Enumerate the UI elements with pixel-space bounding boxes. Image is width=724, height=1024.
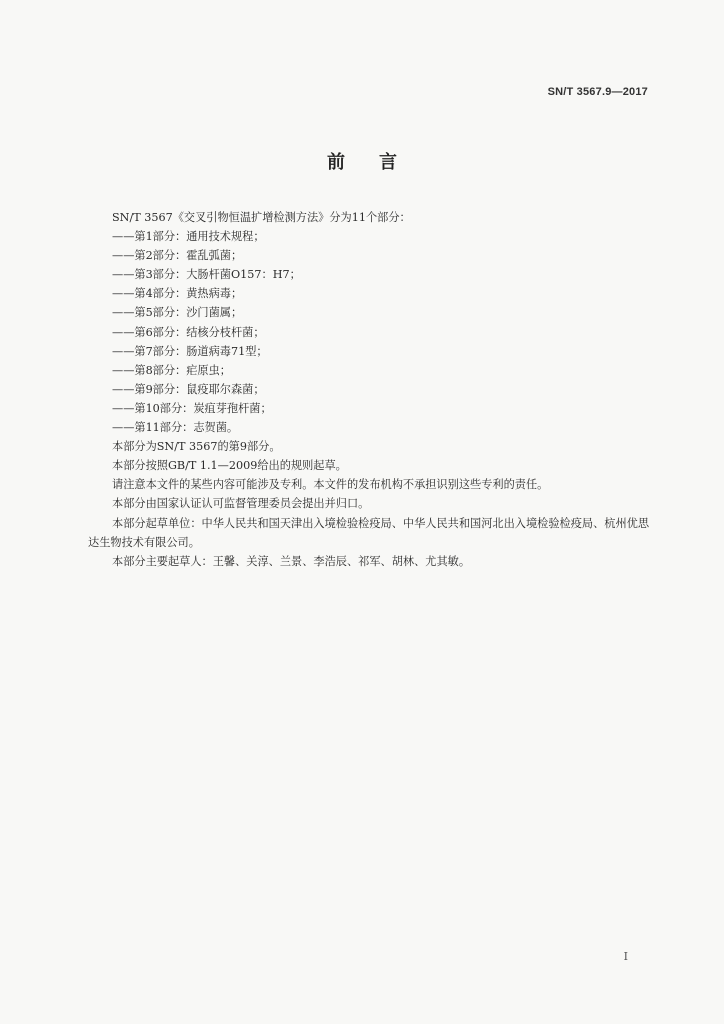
paragraph: 请注意本文件的某些内容可能涉及专利。本文件的发布机构不承担识别这些专利的责任。 (112, 478, 549, 492)
standard-code: SN/T 3567.9—2017 (547, 86, 648, 98)
list-item: ——第11部分：志贺菌。 (112, 421, 239, 435)
foreword-body (88, 208, 658, 571)
list-item: ——第9部分：鼠疫耶尔森菌； (112, 382, 265, 396)
list-item: ——第7部分：肠道病毒71型； (112, 344, 268, 358)
list-item: ——第6部分：结核分枝杆菌； (112, 325, 265, 339)
paragraph: 本部分为SN/T 3567的第9部分。 (112, 440, 281, 454)
list-item: ——第1部分：通用技术规程； (112, 230, 265, 244)
paragraph: 本部分按照GB/T 1.1—2009给出的规则起草。 (112, 459, 347, 473)
intro-line: SN/T 3567《交叉引物恒温扩增检测方法》分为11个部分： (112, 211, 411, 224)
list-item: ——第2部分：霍乱弧菌； (112, 249, 243, 263)
paragraph: 本部分起草单位：中华人民共和国天津出入境检验检疫局、中华人民共和国河北出入境检验检疫局、杭州优思达生物技术有限公司。 (88, 516, 650, 549)
paragraph: 本部分由国家认证认可监督管理委员会提出并归口。 (112, 497, 370, 511)
list-item: ——第8部分：疟原虫； (112, 363, 231, 377)
list-item: ——第3部分：大肠杆菌O157：H7； (112, 268, 301, 282)
page-title: 前言 (327, 152, 431, 173)
paragraph: 本部分主要起草人：王馨、关淳、兰景、李浩辰、祁军、胡林、尤其敏。 (112, 554, 471, 568)
list-item: ——第5部分：沙门菌属； (112, 306, 243, 320)
page-number: I (623, 950, 628, 963)
list-item: ——第4部分：黄热病毒； (112, 287, 243, 301)
list-item: ——第10部分：炭疽芽孢杆菌； (112, 401, 272, 415)
